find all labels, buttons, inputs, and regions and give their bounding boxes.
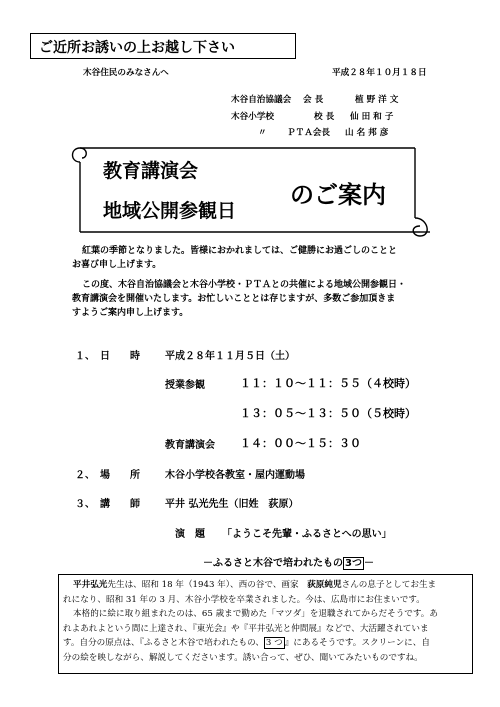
intro-line: この度、木谷自治協議会と木谷小学校・ＰＴＡとの共催による地域公開参観日・ [82,280,407,290]
item1-value: 平成２８年１１月５日（土） [165,351,295,362]
subtitle-text: －ふるさと木谷で培われたもの [203,558,343,569]
item3-number: ３、 [75,499,95,510]
invite-banner-text: ご近所お誘いの上お越し下さい [39,40,235,56]
intro-line: すようご案内申し上げます。 [72,308,189,318]
bio-box [58,574,473,674]
item1-number: １、 [75,351,95,362]
bio-line: 分の絵を映しながら、解説してくださいます。誘い合って、ぜひ、聞いてみたいものですね。 [63,652,423,663]
sender-name: 植 野 洋 文 [355,95,399,105]
invite-banner [30,33,296,59]
subtitle-end: － [363,558,374,569]
item3-label: 講 師 [100,499,140,510]
bio-line [63,578,469,593]
bio-text [63,578,469,665]
title-line2: 地域公開参観日 [103,200,237,222]
sender-name: 山 名 邦 彦 [345,128,389,138]
intro-line: 教育講演会を開催いたします。お忙しいこととは存じますが、多数ご参加頂きま [72,294,396,304]
item1-label: 日 時 [100,351,140,362]
item2-number: ２、 [75,470,95,481]
intro-paragraph-2 [72,278,452,320]
intro-line: お喜び申し上げます。 [72,260,162,270]
title-line1: 教育講演会 [103,160,199,182]
sender-title: ＰＴＡ会長 [287,128,330,138]
bio-line5-b: 』にあるそうです。スクリーンに、自 [284,638,430,648]
observe-label: 授業参観 [165,380,205,391]
topic-value: 「ようこそ先輩・ふるさとへの思い」 [222,529,392,540]
bio-line [63,636,469,651]
item3-value: 平井 弘光先生（旧姓 荻原） [165,499,299,510]
lecture-time: １４：００～１５：３０ [240,437,361,450]
sender-title: 校 長 [314,112,335,122]
addressee: 木谷住民のみなさんへ [83,68,169,78]
intro-line: 紅葉の季節となりました。皆様におかれましては、ご健勝にお過ごしのことと [82,246,398,256]
bio-name2: 荻原純児 [307,580,342,590]
item2-label: 場 所 [100,470,140,481]
bio-line: れになり、昭和 31 年の 3 月、木谷小学校を卒業されました。今は、広島市にお住まいです。 [63,594,425,605]
bio-name: 平井弘光 [73,580,108,590]
observe-time-2: １３：０５～１３：５０（５校時） [240,407,416,420]
topic-label: 演 題 [175,529,205,540]
bio-line: 本格的に絵に取り組まれたのは、65 歳まで勤めた「マツダ」を退職されてからだそうです。あ [73,609,438,619]
sender-org: 木谷小学校 [231,112,274,122]
sender-title: 会 長 [303,95,324,105]
sender-org: 〃 [258,128,267,138]
sender-name: 仙 田 和 子 [350,112,394,122]
lecture-label: 教育講演会 [165,440,215,451]
title-suffix: のご案内 [290,181,386,209]
intro-paragraph-1 [72,244,452,272]
topic-subtitle [203,554,374,569]
bio-line: れよあれよという間に上達され、『東光会』や『平井弘光と仲間展』などで、大活躍されていま [63,623,429,634]
observe-time-1: １１：１０～１１：５５（４校時） [240,377,416,390]
sender-org: 木谷自治協議会 [231,95,292,105]
bio-line1-b: さんの息子としてお生ま [341,580,437,590]
bio-boxed: 3 つ [265,638,283,648]
subtitle-boxed: 3つ [345,558,362,569]
issue-date: 平成２８年１０月１８日 [332,68,427,78]
bio-line1-a: 先生は、昭和 18 年（1943 年）、西の谷で、画家 [107,580,308,590]
item2-value: 木谷小学校各教室・屋内運動場 [165,470,305,481]
bio-line5-a: す。自分の原点は、『ふるさと木谷で培われたもの、 [63,638,264,648]
